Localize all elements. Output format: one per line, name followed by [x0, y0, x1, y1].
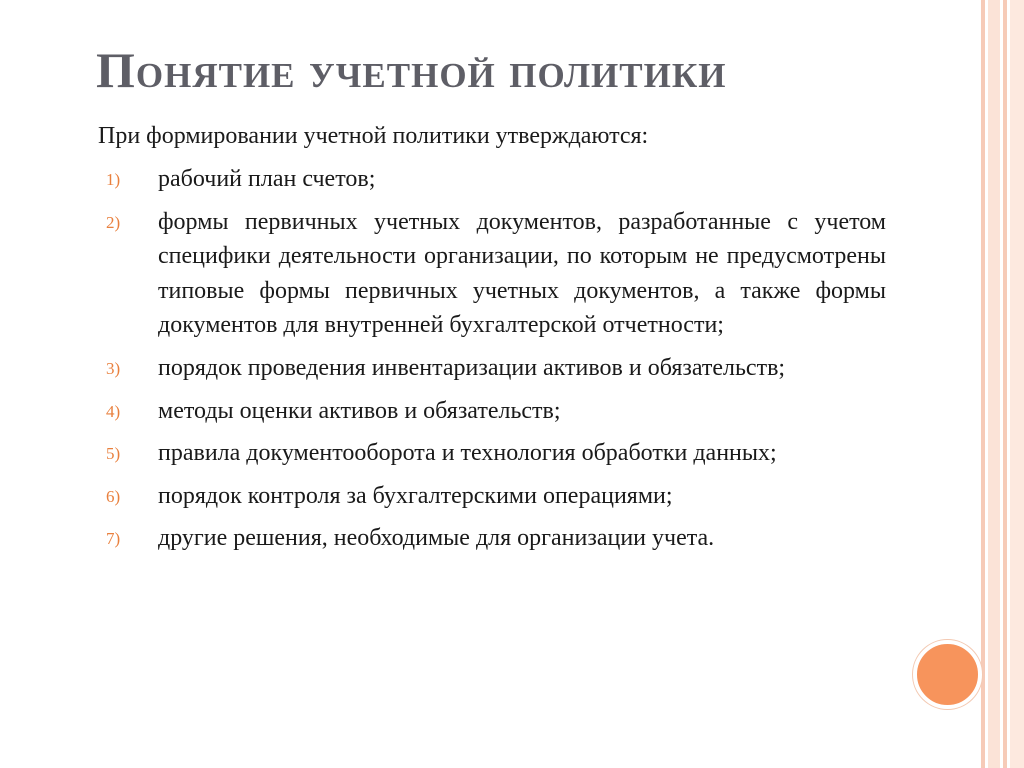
list-item-number: 2)	[106, 212, 121, 232]
list-item-number: 3)	[106, 358, 121, 378]
list-item-text: методы оценки активов и обязательств;	[158, 397, 561, 424]
list-item-text: рабочий план счетов;	[158, 166, 376, 192]
list-item	[106, 436, 886, 471]
list-item-number: 5)	[106, 444, 121, 464]
list-item-number: 6)	[106, 486, 121, 506]
decor-stripe	[1003, 0, 1007, 768]
list-item-text: правила документооборота и технология обработки данных;	[158, 440, 777, 467]
list-item-text: порядок контроля за бухгалтерскими операциями;	[158, 482, 673, 509]
list-item-number: 7)	[106, 529, 121, 549]
decor-stripe	[1010, 0, 1024, 768]
list-item-number: 4)	[106, 401, 121, 421]
requirements-list	[106, 162, 886, 564]
list-item	[106, 394, 886, 429]
list-item	[106, 162, 886, 197]
list-item-number: 1)	[106, 170, 121, 189]
list-item-text: другие решения, необходимые для организации учета.	[158, 525, 715, 552]
decor-stripe	[988, 0, 1000, 768]
list-item	[106, 205, 886, 343]
slide-title: Понятие учетной политики	[96, 42, 727, 98]
decor-stripe	[981, 0, 985, 768]
list-item-text: формы первичных учетных документов, разработанные с учетом специфики деятельности организации, по которым не предусмотрены типовые формы первичных учетных документов, а также формы документов для внутренней бухгалтерской отчетности;	[158, 208, 886, 339]
list-item	[106, 521, 886, 556]
list-item	[106, 479, 886, 514]
intro-text: При формировании учетной политики утверждаются:	[98, 123, 649, 149]
list-item-text: порядок проведения инвентаризации активов и обязательств;	[158, 354, 786, 381]
decor-circle-icon	[913, 640, 982, 709]
list-item	[106, 351, 886, 386]
